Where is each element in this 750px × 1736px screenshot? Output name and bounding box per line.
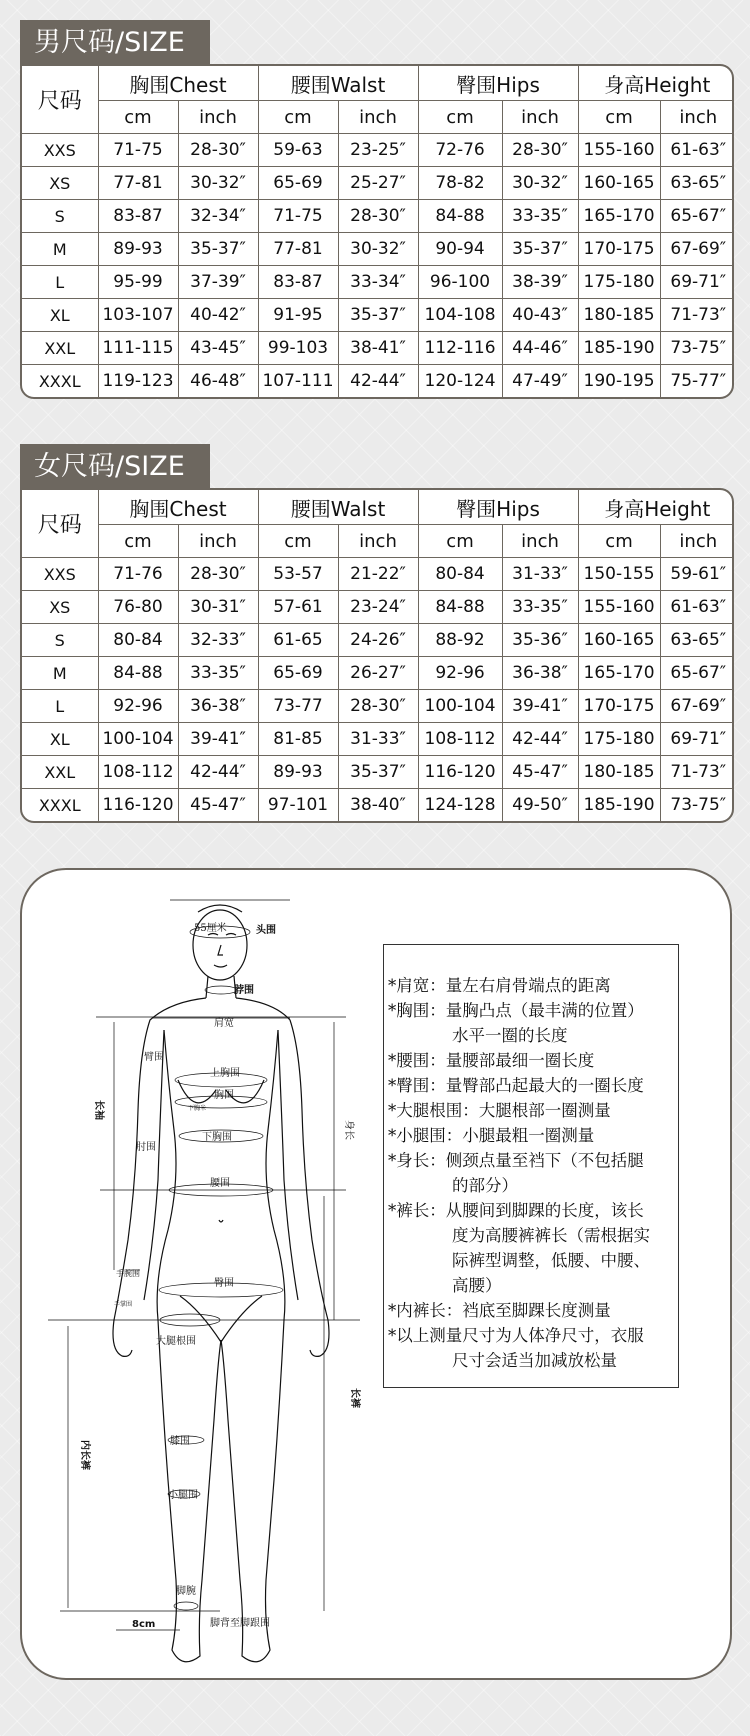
inseam-label: 内长裤 [79,1440,90,1470]
heel-offset-label: 8cm [132,1619,156,1630]
legend-line: *腰围：量腰部最细一圈长度 [388,1051,595,1070]
elbow-circ-label: 肘围 [136,1142,156,1153]
measure-cell: 28-30″ [338,200,418,233]
legend-line: 的部分） [452,1176,518,1195]
unit-header: cm [578,525,660,558]
measure-cell: 65-67″ [660,657,734,690]
size-cell: XXL [22,332,98,365]
size-cell: XXS [22,558,98,591]
measure-group-header: 胸围Chest [98,66,258,101]
legend-line: *裤长：从腰间到脚踝的长度，该长 [388,1201,644,1220]
measure-cell: 116-120 [98,789,178,822]
measure-cell: 65-69 [258,167,338,200]
measure-group-header: 身高Height [578,66,734,101]
measure-cell: 175-180 [578,723,660,756]
measure-cell: 23-25″ [338,134,418,167]
measure-cell: 32-33″ [178,624,258,657]
size-header: 尺码 [22,66,98,134]
measure-cell: 28-30″ [502,134,578,167]
size-row [22,365,734,398]
measure-cell: 88-92 [418,624,502,657]
measure-cell: 25-27″ [338,167,418,200]
unit-header: cm [418,101,502,134]
measure-cell: 84-88 [418,200,502,233]
unit-header: cm [258,101,338,134]
size-cell: XS [22,167,98,200]
measure-cell: 42-44″ [178,756,258,789]
measure-cell: 97-101 [258,789,338,822]
body-length-label: 身长 [343,1120,354,1140]
measure-cell: 39-41″ [502,690,578,723]
measure-cell: 75-77″ [660,365,734,398]
wrist-circ-label: 手腕围 [116,1269,140,1278]
measure-cell: 61-63″ [660,134,734,167]
measure-cell: 150-155 [578,558,660,591]
men-size-tab: 男尺码/SIZE [20,20,210,66]
measure-cell: 53-57 [258,558,338,591]
measure-cell: 40-42″ [178,299,258,332]
unit-header: inch [338,525,418,558]
measure-cell: 116-120 [418,756,502,789]
measure-cell: 24-26″ [338,624,418,657]
size-row [22,167,734,200]
measure-cell: 73-75″ [660,332,734,365]
head-circ-label: 头围 [256,925,276,936]
hip-label: 臀围 [214,1278,234,1289]
size-cell: XXS [22,134,98,167]
head-size-label: 55厘米 [194,923,227,934]
legend-line: 际裤型调整，低腰、中腰、 [452,1251,650,1270]
men-size-table [20,64,734,399]
measure-cell: 38-39″ [502,266,578,299]
size-row [22,558,734,591]
measure-cell: 28-30″ [178,134,258,167]
measure-cell: 35-37″ [338,299,418,332]
unit-header: cm [98,101,178,134]
measure-cell: 84-88 [98,657,178,690]
measure-cell: 119-123 [98,365,178,398]
size-header: 尺码 [22,490,98,558]
measure-cell: 185-190 [578,789,660,822]
measure-cell: 71-75 [258,200,338,233]
measure-cell: 81-85 [258,723,338,756]
measure-cell: 30-32″ [338,233,418,266]
size-cell: L [22,266,98,299]
measure-group-header: 胸围Chest [98,490,258,525]
measure-cell: 23-24″ [338,591,418,624]
measure-cell: 30-31″ [178,591,258,624]
size-cell: M [22,657,98,690]
measure-cell: 160-165 [578,167,660,200]
size-row [22,332,734,365]
measure-cell: 59-61″ [660,558,734,591]
legend-line: *胸围：量胸凸点（最丰满的位置） [388,1001,644,1020]
measure-cell: 67-69″ [660,690,734,723]
upper-chest-label: 上胸围 [210,1068,240,1079]
unit-header: inch [338,101,418,134]
unit-header: inch [502,101,578,134]
measure-cell: 100-104 [418,690,502,723]
unit-header: cm [418,525,502,558]
measure-cell: 69-71″ [660,266,734,299]
legend-line: *臀围：量臀部凸起最大的一圈长度 [388,1076,644,1095]
size-cell: XXXL [22,789,98,822]
hand-circ-label: 手掌围 [114,1301,133,1308]
measure-cell: 180-185 [578,299,660,332]
measure-cell: 42-44″ [502,723,578,756]
under-chest-label: 下胸围 [202,1132,232,1143]
waist-label: 腰围 [210,1178,230,1189]
measure-cell: 73-75″ [660,789,734,822]
measure-cell: 180-185 [578,756,660,789]
unit-header: inch [660,525,734,558]
pant-length-label: 长裤 [349,1388,360,1408]
measure-cell: 33-34″ [338,266,418,299]
ankle-circ-label: 脚腕 [176,1586,196,1597]
measure-cell: 124-128 [418,789,502,822]
measure-group-header: 臀围Hips [418,490,578,525]
measure-cell: 84-88 [418,591,502,624]
foot-circ-label: 脚背至脚跟围 [210,1618,270,1629]
men-table [22,66,734,397]
measure-cell: 28-30″ [338,690,418,723]
unit-header: cm [578,101,660,134]
size-row [22,266,734,299]
legend-line: *身长：侧颈点量至裆下（不包括腿 [388,1151,644,1170]
measure-cell: 63-65″ [660,624,734,657]
legend-line: *以上测量尺寸为人体净尺寸，衣服 [388,1326,644,1345]
measure-cell: 35-37″ [502,233,578,266]
measure-cell: 108-112 [98,756,178,789]
measure-cell: 36-38″ [502,657,578,690]
measure-cell: 43-45″ [178,332,258,365]
measure-cell: 35-37″ [338,756,418,789]
measure-cell: 96-100 [418,266,502,299]
measure-cell: 175-180 [578,266,660,299]
size-cell: M [22,233,98,266]
measure-cell: 104-108 [418,299,502,332]
measure-cell: 190-195 [578,365,660,398]
size-cell: XXL [22,756,98,789]
measure-cell: 103-107 [98,299,178,332]
measure-cell: 33-35″ [502,200,578,233]
measure-cell: 31-33″ [338,723,418,756]
measure-cell: 40-43″ [502,299,578,332]
measure-cell: 59-63 [258,134,338,167]
size-cell: XL [22,723,98,756]
measure-cell: 36-38″ [178,690,258,723]
measure-cell: 63-65″ [660,167,734,200]
women-size-tab: 女尺码/SIZE [20,444,210,490]
measure-cell: 91-95 [258,299,338,332]
women-table [22,490,734,821]
size-cell: XS [22,591,98,624]
legend-line: 水平一圈的长度 [452,1026,568,1045]
measure-cell: 38-40″ [338,789,418,822]
measure-cell: 61-63″ [660,591,734,624]
measure-cell: 57-61 [258,591,338,624]
measure-cell: 89-93 [258,756,338,789]
measure-cell: 107-111 [258,365,338,398]
measure-cell: 46-48″ [178,365,258,398]
women-size-table [20,488,734,823]
measure-cell: 21-22″ [338,558,418,591]
measure-cell: 76-80 [98,591,178,624]
body-figure-illustration [40,880,380,1680]
size-cell: S [22,624,98,657]
measure-cell: 71-76 [98,558,178,591]
measure-cell: 99-103 [258,332,338,365]
measure-group-header: 腰围Walst [258,66,418,101]
measure-cell: 89-93 [98,233,178,266]
size-row [22,789,734,822]
measure-cell: 65-67″ [660,200,734,233]
legend-line: *内裤长：裆底至脚踝长度测量 [388,1301,611,1320]
measure-cell: 80-84 [98,624,178,657]
measure-cell: 78-82 [418,167,502,200]
measure-cell: 90-94 [418,233,502,266]
measure-group-header: 腰围Walst [258,490,418,525]
measure-group-header: 身高Height [578,490,734,525]
size-row [22,200,734,233]
measure-cell: 35-36″ [502,624,578,657]
measure-cell: 72-76 [418,134,502,167]
chest-note-label: 下胸米 [188,1105,207,1112]
measure-cell: 92-96 [418,657,502,690]
legend-line: *小腿围：小腿最粗一圈测量 [388,1126,595,1145]
size-row [22,591,734,624]
size-cell: XXXL [22,365,98,398]
measure-cell: 28-30″ [178,558,258,591]
measure-cell: 80-84 [418,558,502,591]
measure-cell: 35-37″ [178,233,258,266]
calf-circ-label: 小腿围 [168,1490,198,1501]
measure-cell: 165-170 [578,200,660,233]
shoulder-width-label: 肩宽 [214,1018,234,1029]
size-row [22,624,734,657]
unit-header: inch [660,101,734,134]
measure-cell: 49-50″ [502,789,578,822]
knee-circ-label: 膝围 [170,1436,190,1447]
measure-cell: 160-165 [578,624,660,657]
measurement-legend [383,944,679,1388]
measure-cell: 165-170 [578,657,660,690]
measure-cell: 45-47″ [502,756,578,789]
measure-cell: 37-39″ [178,266,258,299]
neck-circ-label: 脖围 [234,985,254,996]
measure-cell: 92-96 [98,690,178,723]
legend-line: 度为高腰裤裤长（需根据实 [452,1226,650,1245]
size-cell: S [22,200,98,233]
measure-cell: 77-81 [258,233,338,266]
legend-line: 高腰） [452,1276,502,1295]
measure-cell: 31-33″ [502,558,578,591]
size-row [22,233,734,266]
size-row [22,690,734,723]
measure-cell: 38-41″ [338,332,418,365]
size-row [22,134,734,167]
size-row [22,299,734,332]
measure-cell: 45-47″ [178,789,258,822]
chest-label: 胸围 [214,1090,234,1101]
measure-cell: 83-87 [98,200,178,233]
measure-cell: 71-73″ [660,756,734,789]
measure-cell: 155-160 [578,591,660,624]
measure-cell: 47-49″ [502,365,578,398]
measure-cell: 67-69″ [660,233,734,266]
measure-cell: 69-71″ [660,723,734,756]
measure-cell: 32-34″ [178,200,258,233]
legend-line: 尺寸会适当加减放松量 [452,1351,617,1370]
measure-cell: 30-32″ [502,167,578,200]
size-cell: L [22,690,98,723]
measure-cell: 42-44″ [338,365,418,398]
measure-cell: 170-175 [578,690,660,723]
measure-cell: 73-77 [258,690,338,723]
unit-header: inch [178,101,258,134]
measure-cell: 111-115 [98,332,178,365]
size-cell: XL [22,299,98,332]
size-row [22,657,734,690]
measure-cell: 108-112 [418,723,502,756]
measure-cell: 65-69 [258,657,338,690]
measure-cell: 112-116 [418,332,502,365]
thigh-circ-label: 大腿根围 [156,1336,196,1347]
unit-header: cm [258,525,338,558]
unit-header: inch [178,525,258,558]
measure-cell: 26-27″ [338,657,418,690]
measure-cell: 120-124 [418,365,502,398]
measure-cell: 155-160 [578,134,660,167]
measure-cell: 100-104 [98,723,178,756]
measure-cell: 71-73″ [660,299,734,332]
measure-cell: 95-99 [98,266,178,299]
size-row [22,723,734,756]
measure-cell: 71-75 [98,134,178,167]
measure-cell: 61-65 [258,624,338,657]
measure-group-header: 臀围Hips [418,66,578,101]
legend-line: *大腿根围：大腿根部一圈测量 [388,1101,611,1120]
measure-cell: 185-190 [578,332,660,365]
measure-cell: 33-35″ [178,657,258,690]
measure-cell: 77-81 [98,167,178,200]
size-row [22,756,734,789]
unit-header: inch [502,525,578,558]
sleeve-length-label: 长袖 [93,1100,104,1120]
unit-header: cm [98,525,178,558]
measure-cell: 83-87 [258,266,338,299]
measure-cell: 170-175 [578,233,660,266]
measure-cell: 44-46″ [502,332,578,365]
measure-cell: 30-32″ [178,167,258,200]
legend-line: *肩宽：量左右肩骨端点的距离 [388,976,611,995]
measure-cell: 33-35″ [502,591,578,624]
arm-circ-label: 臂围 [144,1052,164,1063]
measure-cell: 39-41″ [178,723,258,756]
